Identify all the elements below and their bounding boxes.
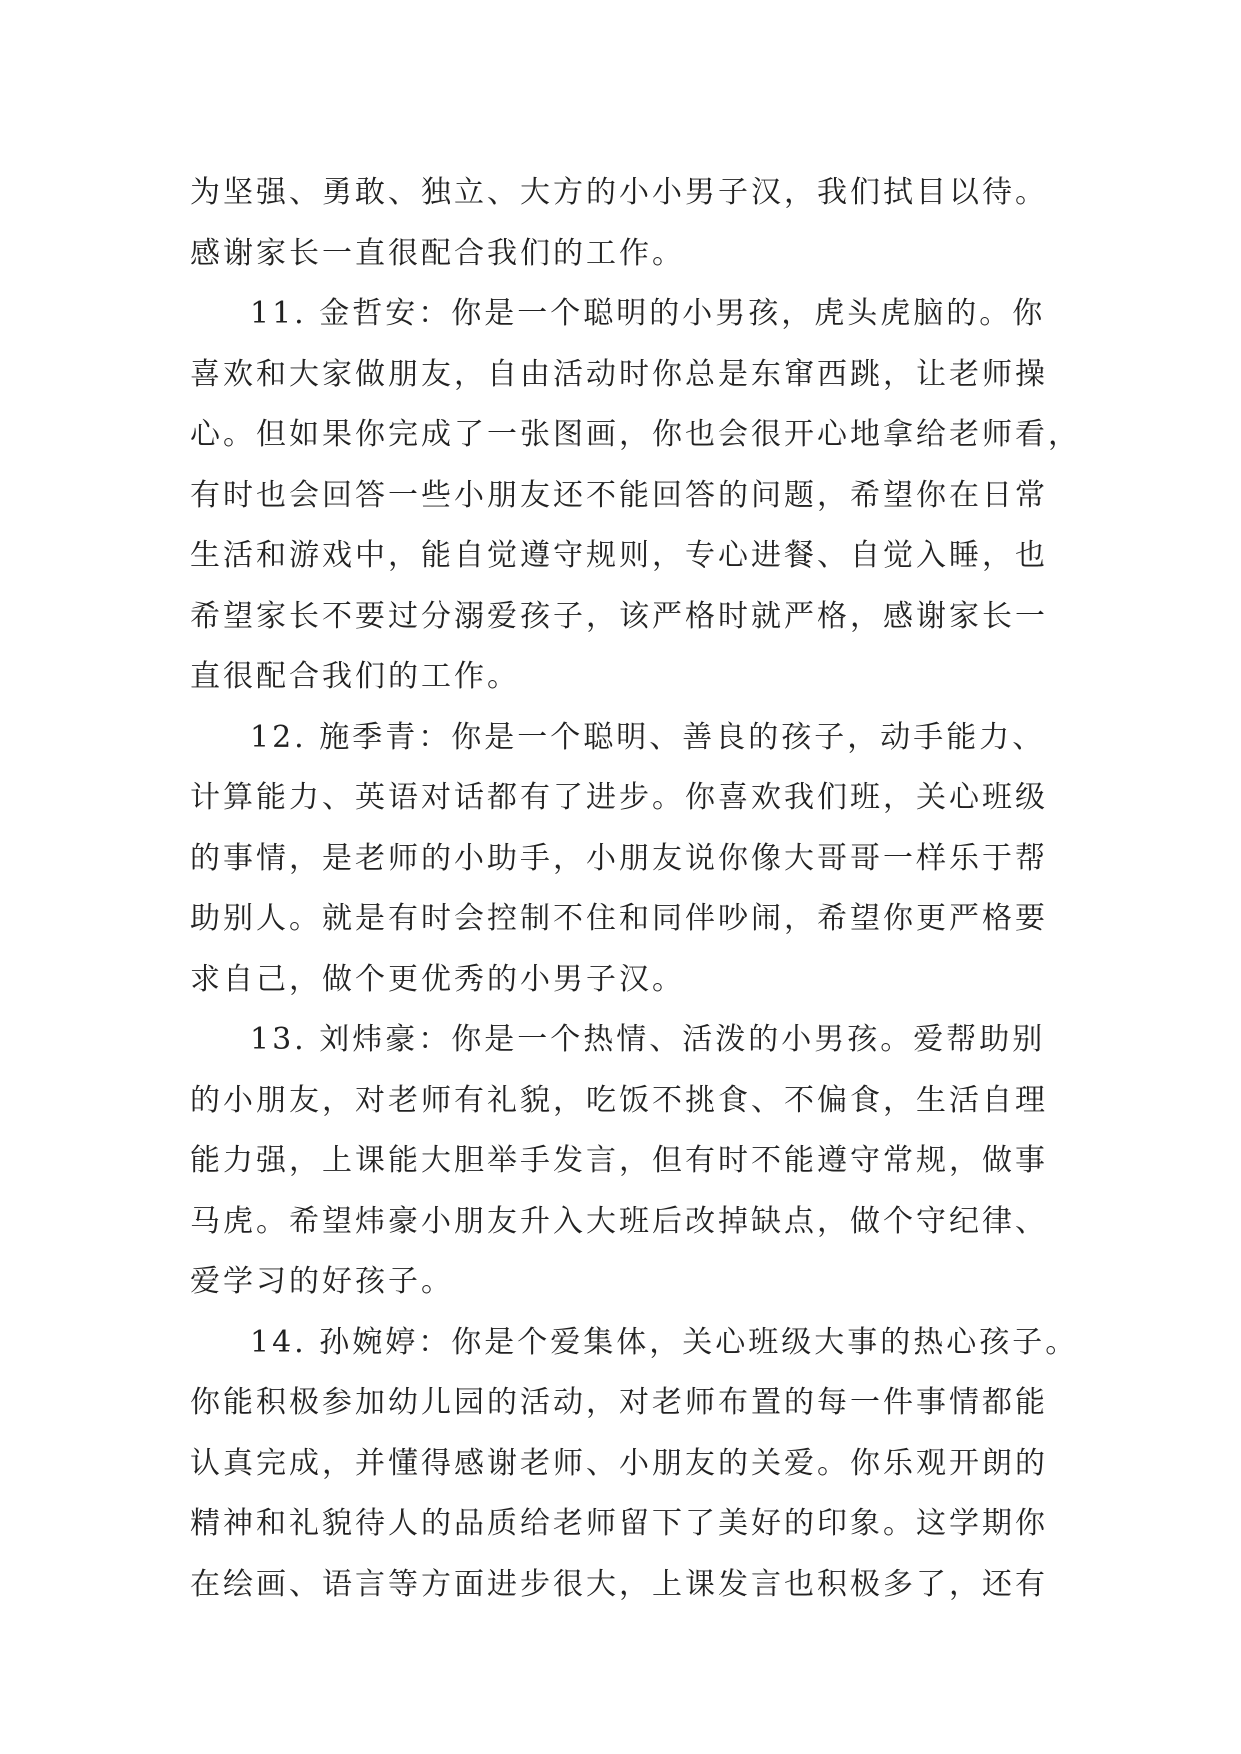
text-line: 直很配合我们的工作。 — [190, 659, 520, 694]
document-body — [190, 163, 1081, 1615]
paragraph-13 — [190, 1010, 1070, 1313]
paragraph-11 — [190, 284, 1081, 708]
text-line: 12. 施季青：你是一个聪明、善良的孩子，动手能力、 — [250, 719, 1046, 755]
paragraph-12 — [190, 708, 1070, 1011]
text-line: 生活和游戏中，能自觉遵守规则，专心进餐、自觉入睡，也 — [190, 538, 1048, 573]
text-line: 的事情，是老师的小助手，小朋友说你像大哥哥一样乐于帮 — [190, 840, 1048, 876]
text-line: 精神和礼貌待人的品质给老师留下了美好的印象。这学期你 — [190, 1506, 1048, 1541]
text-line: 11. 金哲安：你是一个聪明的小男孩，虎头虎脑的。你 — [250, 296, 1046, 331]
text-line: 有时也会回答一些小朋友还不能回答的问题，希望你在日常 — [190, 477, 1048, 513]
text-line: 求自己，做个更优秀的小男子汉。 — [190, 961, 685, 997]
text-line: 爱学习的好孩子。 — [190, 1264, 454, 1299]
paragraph-continuation — [190, 163, 1070, 284]
text-line: 你能积极参加幼儿园的活动，对老师布置的每一件事情都能 — [190, 1385, 1048, 1420]
text-line: 计算能力、英语对话都有了进步。你喜欢我们班，关心班级 — [190, 780, 1048, 815]
text-line: 14. 孙婉婷：你是个爱集体，关心班级大事的热心孩子。 — [250, 1324, 1079, 1360]
text-line: 能力强，上课能大胆举手发言，但有时不能遵守常规，做事 — [190, 1143, 1048, 1178]
text-line: 喜欢和大家做朋友，自由活动时你总是东窜西跳，让老师操 — [190, 356, 1048, 392]
text-line: 的小朋友，对老师有礼貌，吃饭不挑食、不偏食，生活自理 — [190, 1082, 1048, 1118]
text-line: 在绘画、语言等方面进步很大，上课发言也积极多了，还有 — [190, 1566, 1048, 1602]
text-line: 助别人。就是有时会控制不住和同伴吵闹，希望你更严格要 — [190, 901, 1048, 936]
text-line: 希望家长不要过分溺爱孩子，该严格时就严格，感谢家长一 — [190, 598, 1048, 634]
text-line: 为坚强、勇敢、独立、大方的小小男子汉，我们拭目以待。 — [190, 175, 1048, 210]
text-line: 马虎。希望炜豪小朋友升入大班后改掉缺点，做个守纪律、 — [190, 1203, 1048, 1239]
text-line: 认真完成，并懂得感谢老师、小朋友的关爱。你乐观开朗的 — [190, 1445, 1048, 1481]
text-line: 感谢家长一直很配合我们的工作。 — [190, 235, 685, 271]
text-line: 心。但如果你完成了一张图画，你也会很开心地拿给老师看， — [190, 417, 1081, 452]
text-line: 13. 刘炜豪：你是一个热情、活泼的小男孩。爱帮助别 — [250, 1022, 1046, 1057]
paragraph-14 — [190, 1313, 1079, 1616]
